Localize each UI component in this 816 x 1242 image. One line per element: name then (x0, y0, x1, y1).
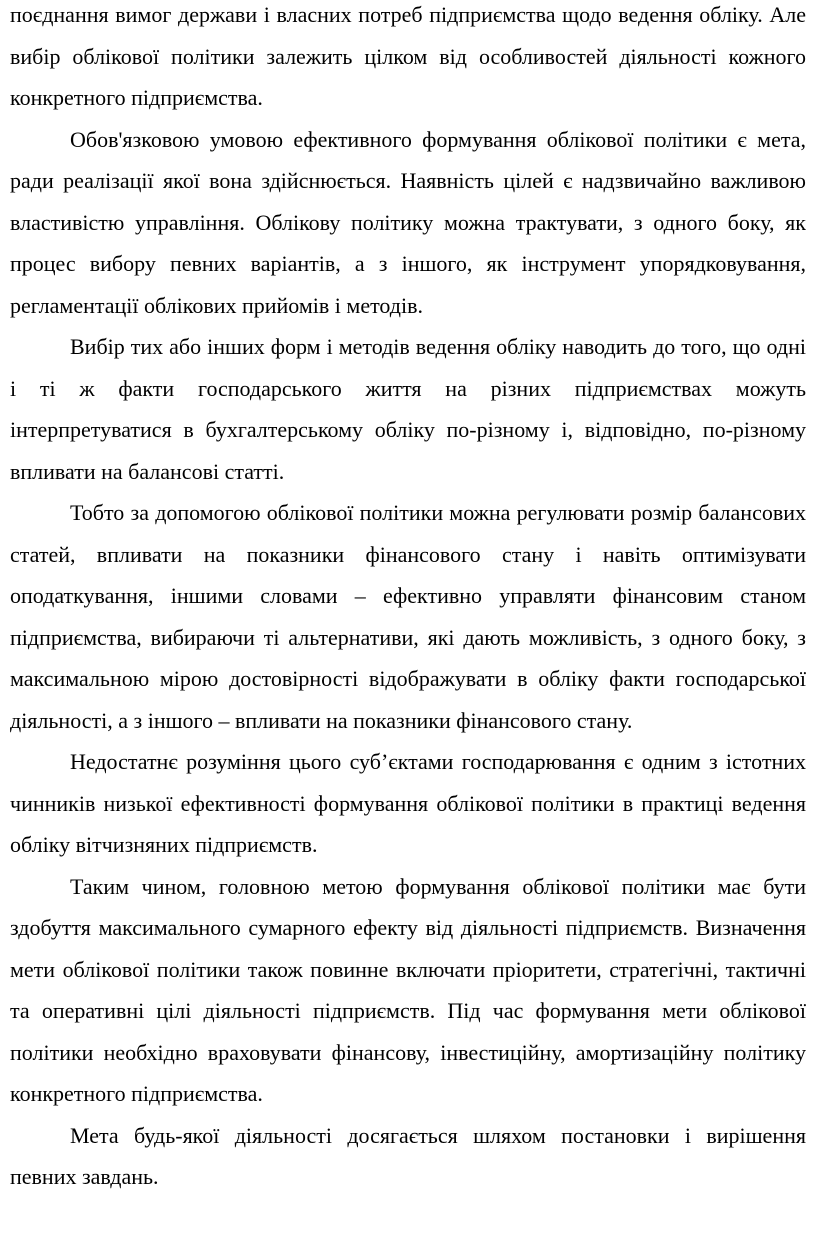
paragraph-balance-regulation: Тобто за допомогою облікової політики можна регулювати розмір балансових статей, впливати на показники фінансового стану і навіть оптимізувати оподаткування, іншими словами – ефективно управляти фінансовим станом підприємства, вибираючи ті альтернативи, які дають можливість, з одного боку, з максимальною мірою достовірності відображувати в обліку факти господарської діяльності, а з іншого – впливати на показники фінансового стану. (10, 500, 806, 733)
paragraph-insufficient-understanding: Недостатнє розуміння цього суб’єктами господарювання є одним з істотних чинників низької ефективності формування облікової політики в практиці ведення обліку вітчизняних підприємств. (10, 749, 806, 857)
paragraph-main-goal: Таким чином, головною метою формування облікової політики має бути здобуття максимального сумарного ефекту від діяльності підприємств. Визначення мети облікової політики також повинне включати пріоритети, стратегічні, тактичні та оперативні цілі діяльності підприємств. Під час формування мети облікової політики необхідно враховувати фінансову, інвестиційну, амортизаційну політику конкретного підприємства. (10, 873, 806, 1106)
paragraph-tasks: Мета будь-якої діяльності досягається шляхом постановки і вирішення певних завдань. (10, 1122, 806, 1189)
paragraph-methods-choice: Вибір тих або інших форм і методів ведення обліку наводить до того, що одні і ті ж факти господарського життя на різних підприємствах можуть інтерпретуватися в бухгалтерському обліку по-різному і, відповідно, по-різному впливати на балансові статті. (10, 334, 806, 484)
paragraph-accounting-policy-goal: Обов'язковою умовою ефективного формування облікової політики є мета, ради реалізації якої вона здійснюється. Наявність цілей є надзвичайно важливою властивістю управління. Облікову політику можна трактувати, з одного боку, як процес вибору певних варіантів, а з іншого, як інструмент упорядковування, регламентації облікових прийомів і методів. (10, 126, 806, 318)
paragraph-continuation: поєднання вимог держави і власних потреб підприємства щодо ведення обліку. Але вибір облікової політики залежить цілком від особливостей діяльності кожного конкретного підприємства. (10, 2, 806, 110)
